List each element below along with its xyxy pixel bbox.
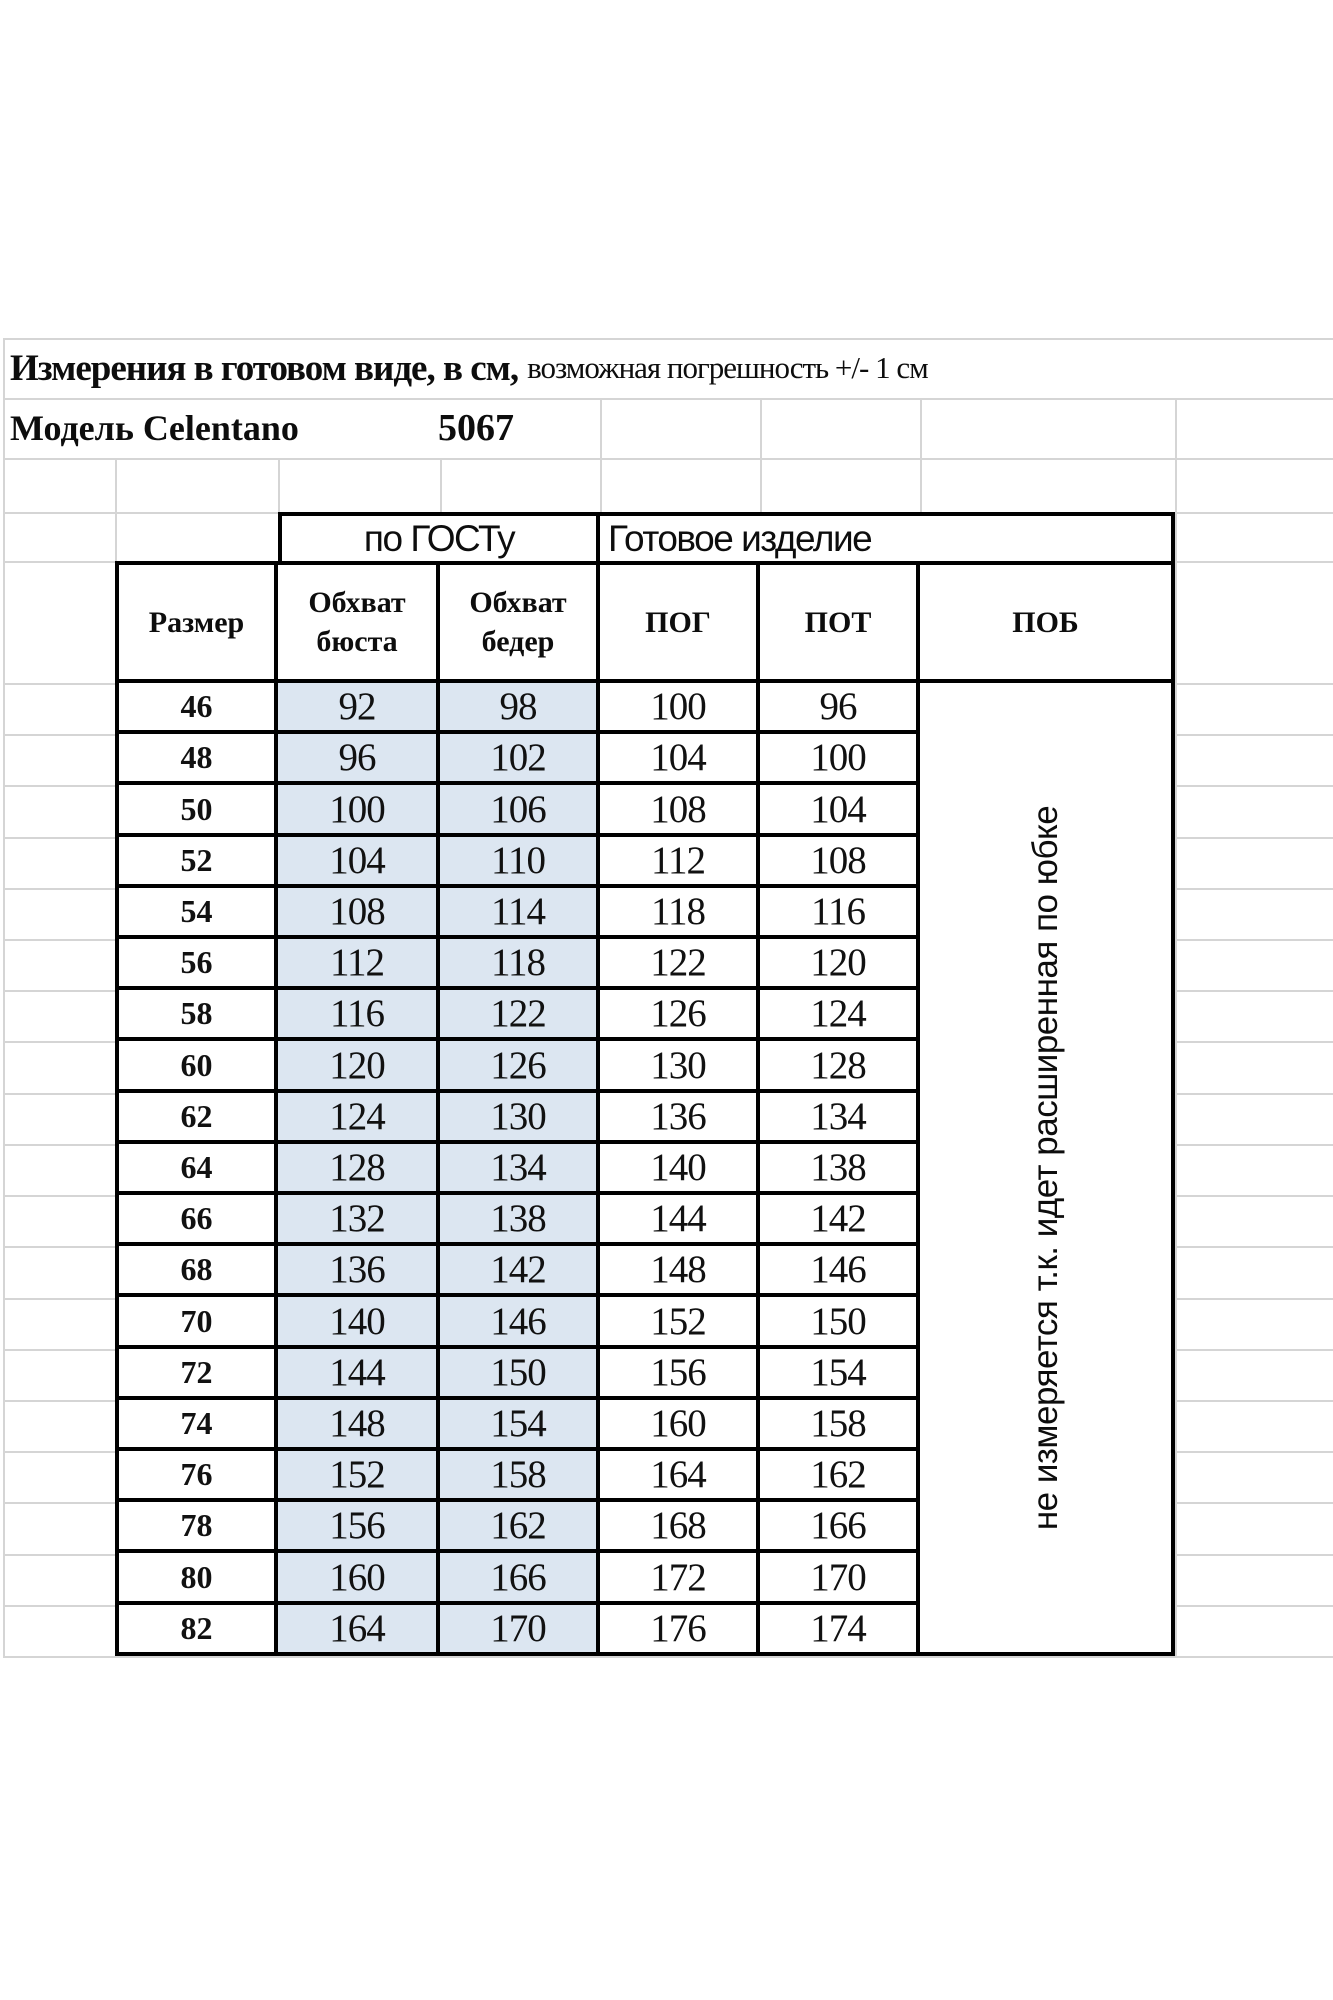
cell-pog: 164: [600, 1451, 760, 1498]
table-row: [119, 1349, 920, 1400]
cell-hips: 102: [440, 734, 600, 781]
cell-hips: 122: [440, 990, 600, 1037]
cell-pog: 148: [600, 1246, 760, 1293]
table-body: [115, 683, 920, 1656]
model-row: [0, 398, 1333, 458]
gridline: [3, 338, 5, 1656]
cell-size: 70: [119, 1297, 278, 1344]
header-ready-product: Готовое изделие: [608, 517, 872, 559]
cell-pot: 116: [760, 888, 920, 935]
sheet-title-note: возможная погрешность +/- 1 см: [527, 350, 928, 385]
pob-merged-cell: [920, 683, 1175, 1656]
cell-hips: 162: [440, 1502, 600, 1549]
cell-pog: 108: [600, 785, 760, 832]
cell-bust: 136: [278, 1246, 440, 1293]
column-header-hips: Обхват бедер: [440, 565, 600, 679]
cell-pot: 174: [760, 1605, 920, 1652]
cell-hips: 138: [440, 1195, 600, 1242]
cell-size: 78: [119, 1502, 278, 1549]
table-row: [119, 939, 920, 990]
cell-pog: 100: [600, 683, 760, 730]
cell-pot: 142: [760, 1195, 920, 1242]
cell-pog: 156: [600, 1349, 760, 1396]
gridline: [1175, 398, 1177, 1656]
cell-hips: 146: [440, 1297, 600, 1344]
cell-pot: 146: [760, 1246, 920, 1293]
table-row: [119, 1553, 920, 1604]
cell-size: 50: [119, 785, 278, 832]
table-row: [119, 1195, 920, 1246]
cell-size: 56: [119, 939, 278, 986]
cell-pot: 108: [760, 837, 920, 884]
cell-size: 76: [119, 1451, 278, 1498]
table-row: [119, 888, 920, 939]
cell-size: 68: [119, 1246, 278, 1293]
cell-pot: 96: [760, 683, 920, 730]
cell-pog: 126: [600, 990, 760, 1037]
table-row: [119, 1297, 920, 1348]
cell-size: 60: [119, 1041, 278, 1088]
cell-bust: 164: [278, 1605, 440, 1652]
column-header-bust: Обхват бюста: [278, 565, 440, 679]
cell-pot: 162: [760, 1451, 920, 1498]
cell-size: 72: [119, 1349, 278, 1396]
cell-bust: 156: [278, 1502, 440, 1549]
cell-bust: 148: [278, 1400, 440, 1447]
cell-pog: 112: [600, 837, 760, 884]
table-row: [119, 734, 920, 785]
cell-size: 82: [119, 1605, 278, 1652]
cell-bust: 96: [278, 734, 440, 781]
cell-size: 48: [119, 734, 278, 781]
table-row: [119, 1093, 920, 1144]
cell-size: 80: [119, 1553, 278, 1600]
header-gost: по ГОСТу: [282, 516, 600, 561]
model-label: Модель Celentano: [10, 408, 299, 448]
cell-pog: 104: [600, 734, 760, 781]
cell-bust: 160: [278, 1553, 440, 1600]
table-row: [119, 837, 920, 888]
cell-hips: 134: [440, 1144, 600, 1191]
cell-size: 74: [119, 1400, 278, 1447]
pob-note: не измеряется т.к. идет расширенная по юбке: [1025, 805, 1065, 1530]
gridline: [3, 458, 1333, 460]
cell-pot: 170: [760, 1553, 920, 1600]
table-row: [119, 1451, 920, 1502]
cell-pot: 158: [760, 1400, 920, 1447]
cell-hips: 118: [440, 939, 600, 986]
cell-hips: 126: [440, 1041, 600, 1088]
cell-bust: 128: [278, 1144, 440, 1191]
cell-pog: 140: [600, 1144, 760, 1191]
cell-size: 66: [119, 1195, 278, 1242]
cell-bust: 108: [278, 888, 440, 935]
cell-bust: 116: [278, 990, 440, 1037]
cell-bust: 144: [278, 1349, 440, 1396]
cell-pot: 124: [760, 990, 920, 1037]
cell-hips: 154: [440, 1400, 600, 1447]
cell-hips: 158: [440, 1451, 600, 1498]
cell-pot: 154: [760, 1349, 920, 1396]
table-row: [119, 683, 920, 734]
table-row: [119, 990, 920, 1041]
cell-bust: 100: [278, 785, 440, 832]
cell-bust: 104: [278, 837, 440, 884]
table-row: [119, 1605, 920, 1656]
cell-pog: 144: [600, 1195, 760, 1242]
sheet-title: Измерения в готовом виде, в см,: [10, 347, 519, 389]
cell-size: 64: [119, 1144, 278, 1191]
column-header-pot: ПОТ: [760, 565, 920, 679]
cell-bust: 92: [278, 683, 440, 730]
group-header-row: [278, 512, 1175, 561]
table-row: [119, 1400, 920, 1451]
cell-pog: 136: [600, 1093, 760, 1140]
cell-pot: 138: [760, 1144, 920, 1191]
cell-pog: 118: [600, 888, 760, 935]
cell-size: 46: [119, 683, 278, 730]
cell-pot: 134: [760, 1093, 920, 1140]
cell-pot: 128: [760, 1041, 920, 1088]
cell-size: 58: [119, 990, 278, 1037]
cell-pog: 122: [600, 939, 760, 986]
column-header-row: [115, 561, 1175, 683]
cell-bust: 152: [278, 1451, 440, 1498]
cell-bust: 120: [278, 1041, 440, 1088]
table-row: [119, 1502, 920, 1553]
cell-pot: 150: [760, 1297, 920, 1344]
cell-bust: 132: [278, 1195, 440, 1242]
cell-size: 54: [119, 888, 278, 935]
cell-hips: 114: [440, 888, 600, 935]
cell-hips: 98: [440, 683, 600, 730]
title-row: [0, 338, 1333, 398]
cell-pog: 152: [600, 1297, 760, 1344]
gridline: [3, 1656, 1333, 1658]
cell-hips: 110: [440, 837, 600, 884]
model-number: 5067: [438, 407, 514, 449]
cell-size: 62: [119, 1093, 278, 1140]
table-row: [119, 1144, 920, 1195]
cell-bust: 124: [278, 1093, 440, 1140]
cell-bust: 140: [278, 1297, 440, 1344]
cell-pot: 100: [760, 734, 920, 781]
cell-hips: 142: [440, 1246, 600, 1293]
cell-pog: 172: [600, 1553, 760, 1600]
column-header-size: Размер: [119, 565, 278, 679]
column-header-pob: ПОБ: [1012, 605, 1079, 639]
cell-hips: 106: [440, 785, 600, 832]
cell-pot: 104: [760, 785, 920, 832]
cell-bust: 112: [278, 939, 440, 986]
cell-pot: 120: [760, 939, 920, 986]
cell-pot: 166: [760, 1502, 920, 1549]
cell-pog: 168: [600, 1502, 760, 1549]
cell-hips: 130: [440, 1093, 600, 1140]
cell-pog: 130: [600, 1041, 760, 1088]
column-header-pog: ПОГ: [600, 565, 760, 679]
cell-hips: 166: [440, 1553, 600, 1600]
cell-hips: 150: [440, 1349, 600, 1396]
table-row: [119, 1041, 920, 1092]
cell-pog: 176: [600, 1605, 760, 1652]
table-row: [119, 1246, 920, 1297]
cell-pog: 160: [600, 1400, 760, 1447]
cell-hips: 170: [440, 1605, 600, 1652]
cell-size: 52: [119, 837, 278, 884]
table-row: [119, 785, 920, 836]
